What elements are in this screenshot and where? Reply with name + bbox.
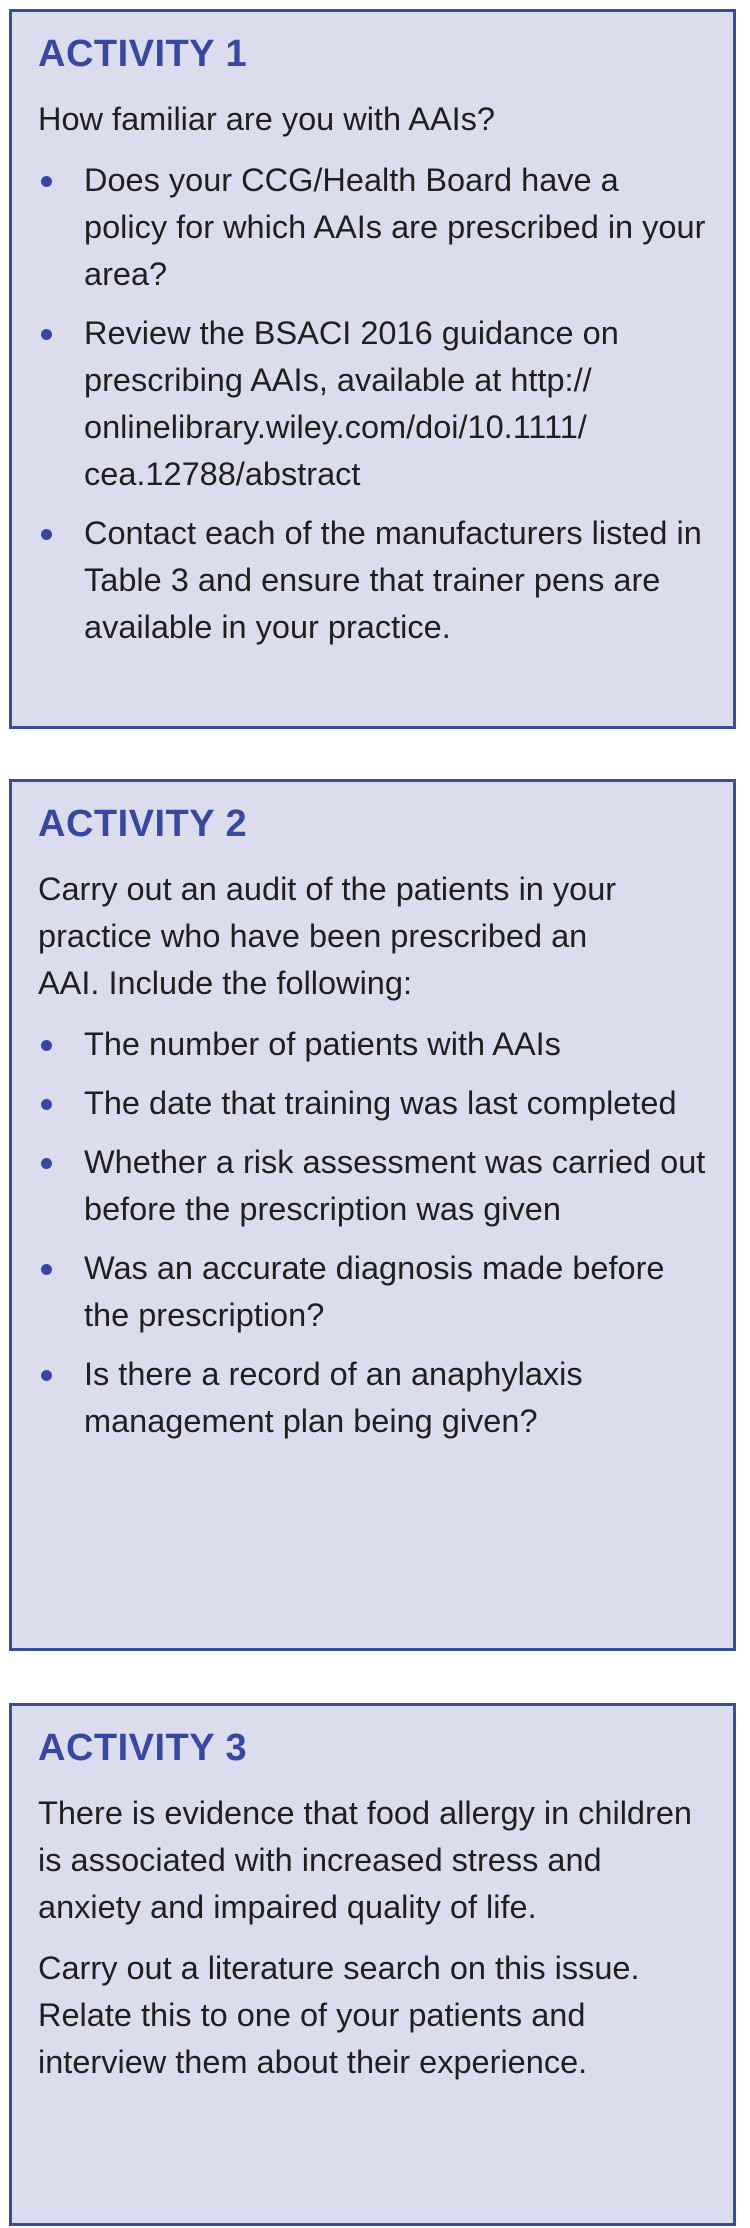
list-item: Whether a risk assessment was carried out before the prescription was given bbox=[38, 1139, 709, 1233]
activity-1-title: ACTIVITY 1 bbox=[38, 33, 248, 75]
activity-1-intro: How familiar are you with AAIs? bbox=[38, 101, 495, 137]
activity-2-box bbox=[9, 779, 736, 1651]
list-item: The number of patients with AAIs bbox=[38, 1021, 709, 1068]
list-item: Review the BSACI 2016 guidance on prescribing AAIs, available at http:// onlinelibrary.wiley.com/doi/10.1111/ cea.12788/abstract bbox=[38, 310, 709, 498]
activity-1-list bbox=[38, 157, 709, 651]
activity-3-paragraph: Carry out a literature search on this issue. Relate this to one of your patients and interview them about their experience. bbox=[38, 1950, 640, 2080]
list-item: Is there a record of an anaphylaxis management plan being given? bbox=[38, 1351, 709, 1445]
list-item: The date that training was last completed bbox=[38, 1080, 709, 1127]
list-item: Contact each of the manufacturers listed in Table 3 and ensure that trainer pens are available in your practice. bbox=[38, 510, 709, 651]
activity-1-box bbox=[9, 9, 736, 729]
activity-3-paragraph: There is evidence that food allergy in children is associated with increased stress and anxiety and impaired quality of life. bbox=[38, 1795, 692, 1925]
activity-2-intro: Carry out an audit of the patients in your practice who have been prescribed an AAI. Include the following: bbox=[38, 871, 617, 1001]
list-item: Was an accurate diagnosis made before the prescription? bbox=[38, 1245, 709, 1339]
activity-2-title: ACTIVITY 2 bbox=[38, 803, 248, 845]
list-item: Does your CCG/Health Board have a policy for which AAIs are prescribed in your area? bbox=[38, 157, 709, 298]
activity-2-list bbox=[38, 1021, 709, 1445]
activity-3-title: ACTIVITY 3 bbox=[38, 1727, 248, 1769]
activity-3-box bbox=[9, 1703, 736, 2226]
